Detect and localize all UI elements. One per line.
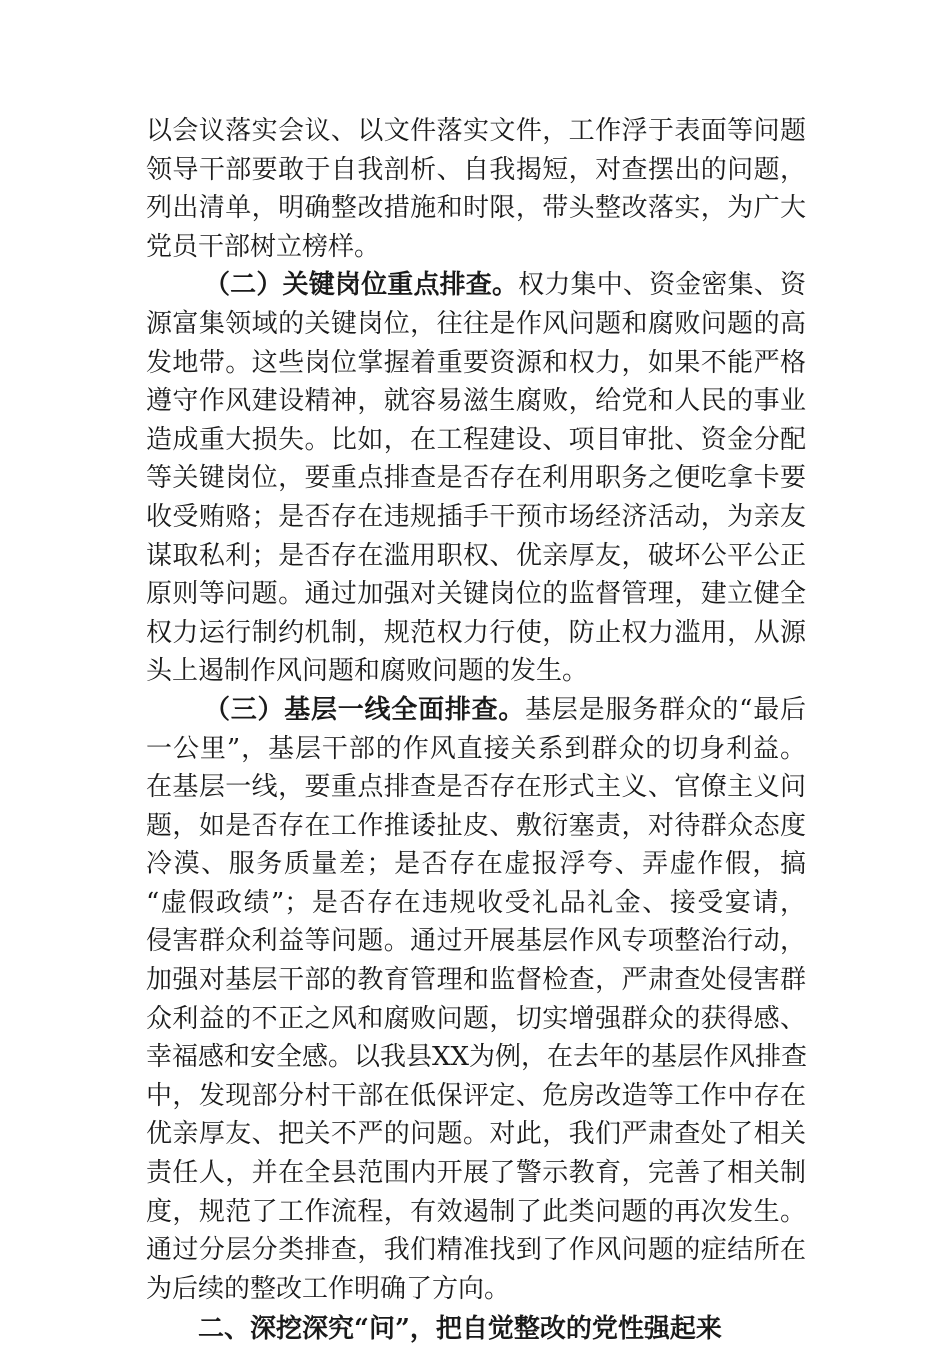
text-line: 题，如是否存在工作推诿扯皮、敷衍塞责，对待群众态度: [146, 810, 806, 841]
text-line: 冷漠、服务质量差；是否存在虚报浮夸、弄虚作假，搞: [146, 849, 806, 880]
text-line: 优亲厚友、把关不严的问题。对此，我们严肃查处了相关: [146, 1119, 806, 1150]
text-line: 列出清单，明确整改措施和时限，带头整改落实，为广大: [146, 193, 806, 224]
document-page: [146, 112, 806, 1349]
text-line: 中，发现部分村干部在低保评定、危房改造等工作中存在: [146, 1080, 806, 1111]
text-line: 众利益的不正之风和腐败问题，切实增强群众的获得感、: [146, 1003, 806, 1034]
text-line: 度，规范了工作流程，有效遏制了此类问题的再次发生。: [146, 1196, 806, 1227]
text-line: 遵守作风建设精神，就容易滋生腐败，给党和人民的事业: [146, 386, 806, 417]
text-line: 权力运行制约机制，规范权力行使，防止权力滥用，从源: [146, 617, 806, 648]
text-line: [146, 691, 806, 730]
text-line: 责任人，并在全县范围内开展了警示教育，完善了相关制: [146, 1158, 806, 1189]
text-line: 领导干部要敢于自我剖析、自我揭短，对查摆出的问题，: [146, 154, 806, 185]
text-line: “虚假政绩”；是否存在违规收受礼品礼金、接受宴请，: [146, 887, 806, 918]
text-line: 以会议落实会议、以文件落实文件，工作浮于表面等问题: [146, 116, 806, 146]
paragraph-text: 权力集中、资金密集、资: [518, 270, 806, 301]
text-line: 一公里”，基层干部的作风直接关系到群众的切身利益。: [146, 733, 806, 764]
section-heading: 二、深挖深究“问”，把自觉整改的党性强起来: [198, 1314, 722, 1345]
paragraph-grassroots: [146, 691, 806, 1309]
text-line: 幸福感和安全感。以我县XX为例，在去年的基层作风排查: [146, 1042, 808, 1073]
text-line: 通过分层分类排查，我们精准找到了作风问题的症结所在: [146, 1235, 806, 1266]
text-line: 侵害群众利益等问题。通过开展基层作风专项整治行动，: [146, 926, 806, 957]
paragraph-text: 基层是服务群众的“最后: [525, 694, 806, 725]
text-line: 等关键岗位，要重点排查是否存在利用职务之便吃拿卡要: [146, 463, 806, 494]
text-line: 造成重大损失。比如，在工程建设、项目审批、资金分配: [146, 424, 806, 455]
text-line: [146, 266, 806, 305]
text-line: 头上遏制作风问题和腐败问题的发生。: [146, 656, 589, 687]
text-line: 源富集领域的关键岗位，往往是作风问题和腐败问题的高: [146, 308, 806, 339]
paragraph-intro: [146, 112, 806, 266]
text-line: 谋取私利；是否存在滥用职权、优亲厚友，破坏公平公正: [146, 540, 806, 571]
text-line: 为后续的整改工作明确了方向。: [146, 1273, 511, 1304]
text-line: 发地带。这些岗位掌握着重要资源和权力，如果不能严格: [146, 347, 806, 378]
text-line: 原则等问题。通过加强对关键岗位的监督管理，建立健全: [146, 579, 806, 610]
text-line: 加强对基层干部的教育管理和监督检查，严肃查处侵害群: [146, 965, 806, 996]
paragraph-key-positions: [146, 266, 806, 691]
text-line: 收受贿赂；是否存在违规插手干预市场经济活动，为亲友: [146, 501, 806, 532]
paragraph-lead: （二）关键岗位重点排查。: [204, 270, 519, 301]
text-line: 在基层一线，要重点排查是否存在形式主义、官僚主义问: [146, 772, 806, 803]
text-line: 党员干部树立榜样。: [146, 231, 381, 262]
paragraph-lead: （三）基层一线全面排查。: [204, 694, 526, 725]
